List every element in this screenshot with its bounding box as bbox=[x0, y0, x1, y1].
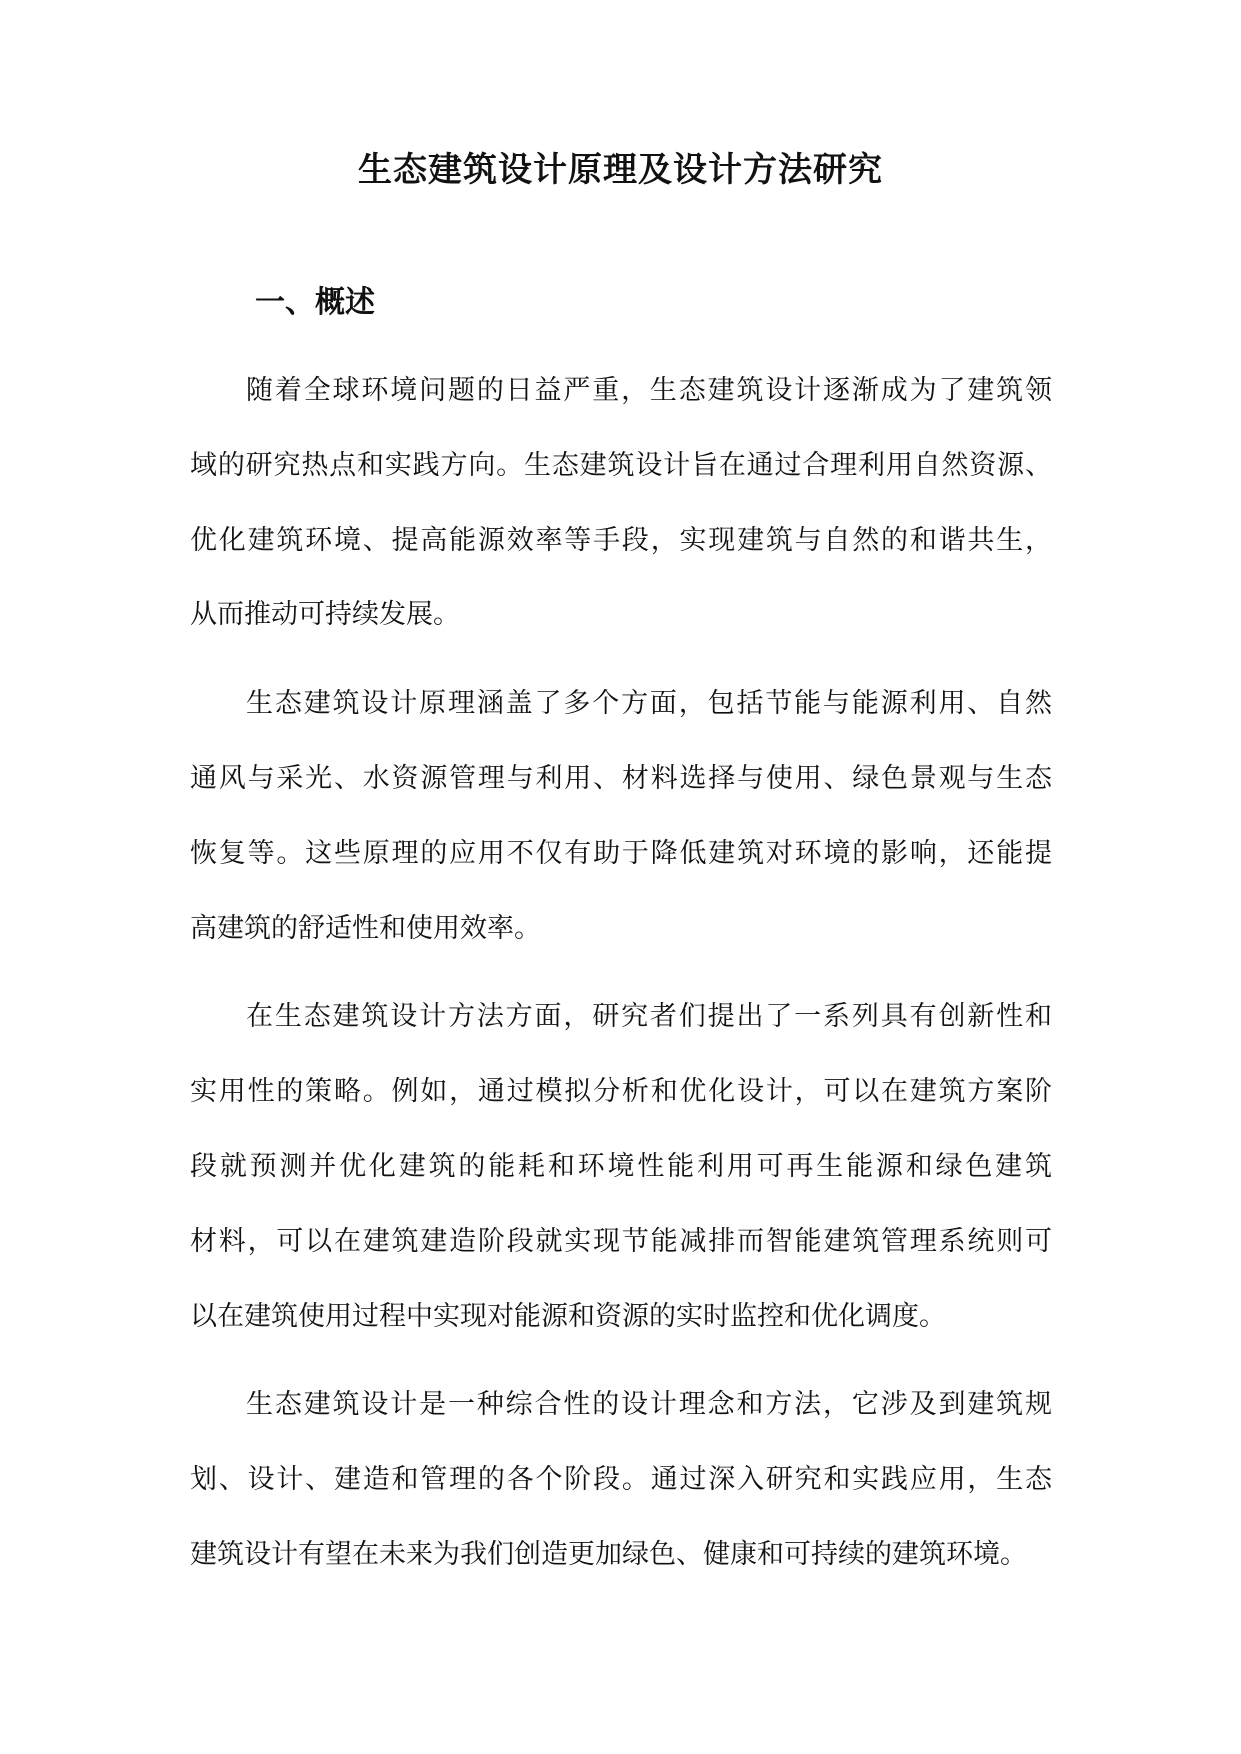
paragraph-line: 实用性的策略。例如，通过模拟分析和优化设计，可以在建筑方案阶 bbox=[190, 1076, 1052, 1108]
paragraph-line: 域的研究热点和实践方向。生态建筑设计旨在通过合理利用自然资源、 bbox=[190, 449, 1052, 481]
paragraph-line: 优化建筑环境、提高能源效率等手段，实现建筑与自然的和谐共生， bbox=[190, 524, 1052, 556]
paragraph-line: 划、设计、建造和管理的各个阶段。通过深入研究和实践应用，生态 bbox=[190, 1464, 1052, 1496]
paragraph-line: 通风与采光、水资源管理与利用、材料选择与使用、绿色景观与生态 bbox=[190, 762, 1052, 794]
paragraph-line: 段就预测并优化建筑的能耗和环境性能利用可再生能源和绿色建筑 bbox=[190, 1150, 1052, 1182]
paragraph-line: 生态建筑设计原理涵盖了多个方面，包括节能与能源利用、自然 bbox=[246, 688, 1052, 720]
paragraph bbox=[190, 980, 1052, 1354]
page-title: 生态建筑设计原理及设计方法研究 bbox=[358, 150, 883, 190]
paragraph bbox=[190, 1368, 1052, 1592]
paragraph-line: 生态建筑设计是一种综合性的设计理念和方法，它涉及到建筑规 bbox=[246, 1389, 1052, 1421]
paragraph-line: 恢复等。这些原理的应用不仅有助于降低建筑对环境的影响，还能提 bbox=[190, 837, 1052, 869]
paragraph-line: 高建筑的舒适性和使用效率。 bbox=[190, 912, 541, 944]
paragraph-line: 建筑设计有望在未来为我们创造更加绿色、健康和可持续的建筑环境。 bbox=[190, 1538, 1027, 1570]
paragraph bbox=[190, 354, 1052, 653]
paragraph-line: 从而推动可持续发展。 bbox=[190, 599, 460, 631]
paragraph-line: 材料，可以在建筑建造阶段就实现节能减排而智能建筑管理系统则可 bbox=[190, 1225, 1052, 1257]
body-text bbox=[190, 354, 1052, 1607]
section-heading: 一、概述 bbox=[255, 285, 375, 320]
paragraph-line: 随着全球环境问题的日益严重，生态建筑设计逐渐成为了建筑领 bbox=[246, 375, 1052, 406]
paragraph bbox=[190, 667, 1052, 966]
paragraph-line: 以在建筑使用过程中实现对能源和资源的实时监控和优化调度。 bbox=[190, 1300, 946, 1332]
paragraph-line: 在生态建筑设计方法方面，研究者们提出了一系列具有创新性和 bbox=[246, 1001, 1052, 1033]
